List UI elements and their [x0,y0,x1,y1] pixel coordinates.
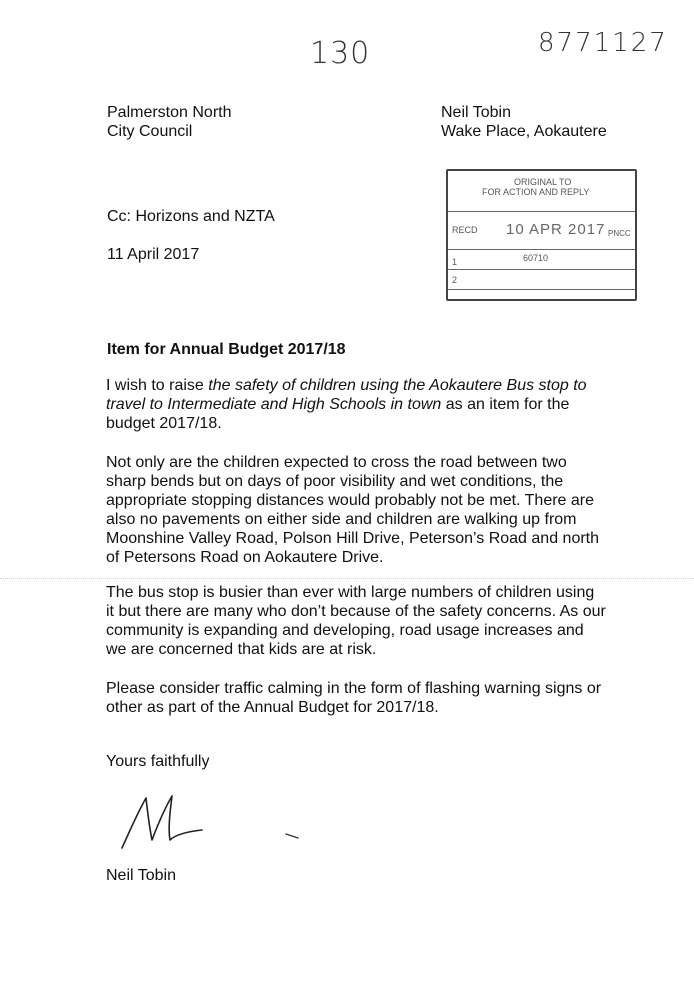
stamp-reference: 60710 [523,253,549,263]
signer-name: Neil Tobin [106,867,176,884]
stamp-divider [448,289,635,290]
sender-address [441,103,607,141]
scan-artifact-line [0,578,694,579]
stamp-date: 10 APR 2017 [506,221,606,238]
letter-date: 11 April 2017 [107,246,200,263]
paragraph-1-start: I wish to raise [106,377,209,394]
letter-heading: Item for Annual Budget 2017/18 [107,341,346,358]
closing-salutation: Yours faithfully [106,753,210,770]
recipient-line-1: Palmerston North [107,104,232,121]
paragraph-3: The bus stop is busier than ever with large numbers of children using it but there are many who don’t because of the safety concerns. As our community is expanding and developing, road usage increases and we are concerned that kids are at risk. [106,584,606,658]
stamp-row-1: 1 [452,257,458,267]
stamp-row-2: 2 [452,275,458,285]
paragraph-1-end: as an item for the budget 2017/18. [106,396,570,432]
stamp-action-reply: FOR ACTION AND REPLY [482,187,590,197]
stamp-recd-label: RECD [452,225,478,235]
stamp-original-to: ORIGINAL TO [514,177,572,187]
stamp-divider [448,211,635,212]
handwritten-reference-number: 8771127 [538,28,668,58]
received-stamp [446,169,637,301]
stamp-divider [448,249,635,250]
sender-name: Neil Tobin [441,104,511,121]
cc-line: Cc: Horizons and NZTA [107,208,275,225]
recipient-address [107,103,232,141]
paragraph-1 [106,376,606,433]
handwritten-signature [110,790,310,860]
stamp-dept: PNCC [608,229,631,238]
stamp-divider [448,269,635,270]
paragraph-2: Not only are the children expected to cross the road between two sharp bends but on days of poor visibility and wet conditions, the appropriate stopping distances would probably not be met. There are also no pavements on either side and children are walking up from Moonshine Valley Road, Polson Hill Drive, Peterson’s Road and north of Petersons Road on Aokautere Drive. [106,454,600,566]
paragraph-4: Please consider traffic calming in the form of flashing warning signs or other as part of the Annual Budget for 2017/18. [106,680,602,716]
paragraph-1-emphasis: the safety of children using the Aokautere Bus stop to travel to Intermediate and High Schools in town [106,377,587,413]
sender-address-line: Wake Place, Aokautere [441,123,607,140]
handwritten-page-number: 130 [310,36,371,71]
recipient-line-2: City Council [107,123,193,140]
